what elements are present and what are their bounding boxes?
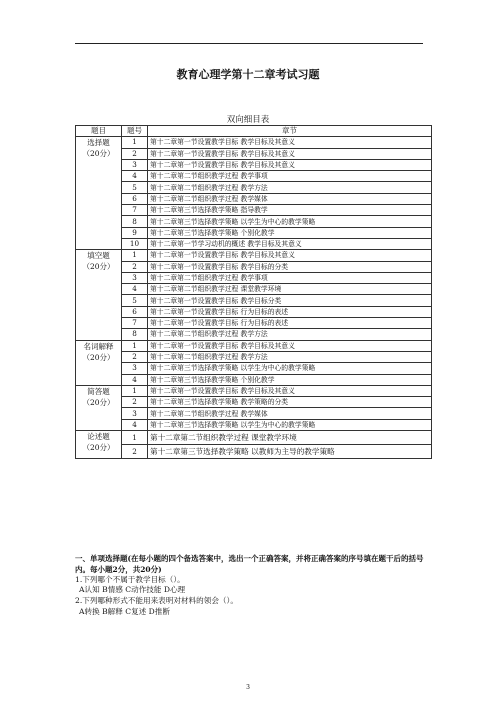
chapter-cell: 第十二章第二节组织教学过程 教学方法 [148, 351, 432, 362]
question-number-cell: 4 [122, 374, 148, 385]
table-row [76, 171, 432, 182]
question-number-cell: 2 [122, 445, 148, 459]
table-row [76, 408, 432, 419]
table-row [76, 397, 432, 408]
table-row [76, 205, 432, 216]
chapter-cell: 第十二章第三节选择教学策略 个别化教学 [148, 227, 432, 238]
section-cell [76, 385, 122, 430]
table-body [76, 137, 432, 459]
section-cell [76, 340, 122, 385]
question-number-cell: 6 [122, 306, 148, 317]
table-row [76, 182, 432, 193]
question-number-cell: 1 [122, 250, 148, 261]
question-number-cell: 7 [122, 205, 148, 216]
table-row [76, 238, 432, 249]
section-heading: 一、单项选择题(在每小题的四个备选答案中，选出一个正确答案，并将正确答案的序号填在题干后的括号内。每小题2分，共20分) [75, 554, 424, 574]
question-number-cell: 3 [122, 159, 148, 170]
question-1-options: A认知 B情感 C动作技能 D心理 [79, 585, 186, 594]
chapter-cell: 第十二章第一节设置教学目标 教学目标及其意义 [148, 137, 432, 148]
section-name: 名词解释 [83, 341, 114, 351]
question-number-cell: 2 [122, 261, 148, 272]
header-question-number: 题号 [122, 126, 148, 137]
chapter-cell: 第十二章第一节学习动机的概述 教学目标及其意义 [148, 238, 432, 249]
table-row [76, 284, 432, 295]
chapter-cell: 第十二章第一节设置教学目标 行为目标的表述 [148, 306, 432, 317]
table-row [76, 306, 432, 317]
section-score: （20分） [82, 352, 115, 362]
chapter-cell: 第十二章第二节组织教学过程 教学事项 [148, 171, 432, 182]
chapter-cell: 第十二章第三节选择教学策略 指导教学 [148, 205, 432, 216]
document-title: 教育心理学第十二章考试习题 [176, 68, 320, 81]
chapter-cell: 第十二章第一节设置教学目标 行为目标的表述 [148, 318, 432, 329]
chapter-cell: 第十二章第一节设置教学目标 教学目标及其意义 [148, 385, 432, 396]
question-number-cell: 7 [122, 318, 148, 329]
table-row [76, 193, 432, 204]
question-number-cell: 5 [122, 295, 148, 306]
header-rule [75, 43, 423, 44]
spec-table [75, 125, 432, 459]
table-row [76, 385, 432, 396]
table-row [76, 295, 432, 306]
question-number-cell: 3 [122, 272, 148, 283]
chapter-cell: 第十二章第二节组织教学过程 教学媒体 [148, 408, 432, 419]
chapter-cell: 第十二章第二节组织教学过程 教学方法 [148, 329, 432, 340]
table-row [76, 216, 432, 227]
question-number-cell: 4 [122, 419, 148, 430]
table-caption: 双向细目表 [226, 115, 270, 125]
chapter-cell: 第十二章第三节选择教学策略 以学生为中心的教学策略 [148, 363, 432, 374]
table-row [76, 374, 432, 385]
chapter-cell: 第十二章第二节组织教学过程 教学事项 [148, 272, 432, 283]
question-number-cell: 1 [122, 137, 148, 148]
question-number-cell: 6 [122, 193, 148, 204]
chapter-cell: 第十二章第一节设置教学目标 教学目标及其意义 [148, 148, 432, 159]
table-row [76, 419, 432, 430]
table-row [76, 329, 432, 340]
question-number-cell: 3 [122, 363, 148, 374]
question-number-cell: 2 [122, 397, 148, 408]
section-score: （20分） [82, 262, 115, 272]
section-cell [76, 137, 122, 250]
section-name: 选择题 [87, 138, 110, 148]
chapter-cell: 第十二章第二节组织教学过程 教学媒体 [148, 193, 432, 204]
table-row [76, 445, 432, 459]
question-number-cell: 1 [122, 340, 148, 351]
table-row [76, 363, 432, 374]
table-row [76, 250, 432, 261]
table-row [76, 272, 432, 283]
question-2-options: A转换 B解释 C复述 D推断 [79, 607, 170, 616]
chapter-cell: 第十二章第三节选择教学策略 以学生为中心的教学策略 [148, 419, 432, 430]
chapter-cell: 第十二章第三节选择教学策略 教学策略的分类 [148, 397, 432, 408]
question-number-cell: 5 [122, 182, 148, 193]
chapter-cell: 第十二章第一节设置教学目标 教学目标的分类 [148, 261, 432, 272]
chapter-cell: 第十二章第一节设置教学目标 教学目标及其意义 [148, 340, 432, 351]
section-score: （20分） [82, 443, 115, 453]
question-number-cell: 2 [122, 351, 148, 362]
section-name: 论述题 [87, 432, 110, 442]
chapter-cell: 第十二章第三节选择教学策略 以学生为中心的教学策略 [148, 216, 432, 227]
header-chapter: 章节 [148, 126, 432, 137]
table-row [76, 148, 432, 159]
table-row [76, 351, 432, 362]
table-row [76, 137, 432, 148]
chapter-cell: 第十二章第二节组织教学过程 课堂教学环境 [148, 284, 432, 295]
chapter-cell: 第十二章第一节设置教学目标 教学目标及其意义 [148, 250, 432, 261]
chapter-cell: 第十二章第二节组织教学过程 教学方法 [148, 182, 432, 193]
table-row [76, 431, 432, 445]
table-header-row [76, 126, 432, 137]
question-number-cell: 2 [122, 148, 148, 159]
question-number-cell: 1 [122, 385, 148, 396]
chapter-cell: 第十二章第一节设置教学目标 教学目标分类 [148, 295, 432, 306]
table-row [76, 261, 432, 272]
header-question-type: 题目 [76, 126, 122, 137]
page-number: 3 [246, 684, 250, 691]
section-cell [76, 250, 122, 340]
question-number-cell: 3 [122, 408, 148, 419]
section-cell [76, 431, 122, 459]
section-score: （20分） [82, 397, 115, 407]
question-number-cell: 9 [122, 227, 148, 238]
table-row [76, 159, 432, 170]
table-row [76, 227, 432, 238]
question-number-cell: 10 [122, 238, 148, 249]
chapter-cell: 第十二章第三节选择教学策略 以教师为主导的教学策略 [148, 445, 432, 459]
chapter-cell: 第十二章第三节选择教学策略 个别化教学 [148, 374, 432, 385]
question-number-cell: 4 [122, 284, 148, 295]
chapter-cell: 第十二章第一节设置教学目标 教学目标及其意义 [148, 159, 432, 170]
question-1-stem: 1.下列哪个不属于教学目标（）。 [75, 575, 185, 584]
question-number-cell: 8 [122, 329, 148, 340]
section-name: 填空题 [87, 251, 110, 261]
table-row [76, 340, 432, 351]
question-2-stem: 2.下列哪种形式不能用来表明对材料的领会（）。 [75, 596, 238, 605]
question-number-cell: 8 [122, 216, 148, 227]
question-number-cell: 4 [122, 171, 148, 182]
section-name: 简答题 [87, 386, 110, 396]
chapter-cell: 第十二章第二节组织教学过程 课堂教学环境 [148, 431, 432, 445]
question-number-cell: 1 [122, 431, 148, 445]
table-row [76, 318, 432, 329]
section-score: （20分） [82, 149, 115, 159]
